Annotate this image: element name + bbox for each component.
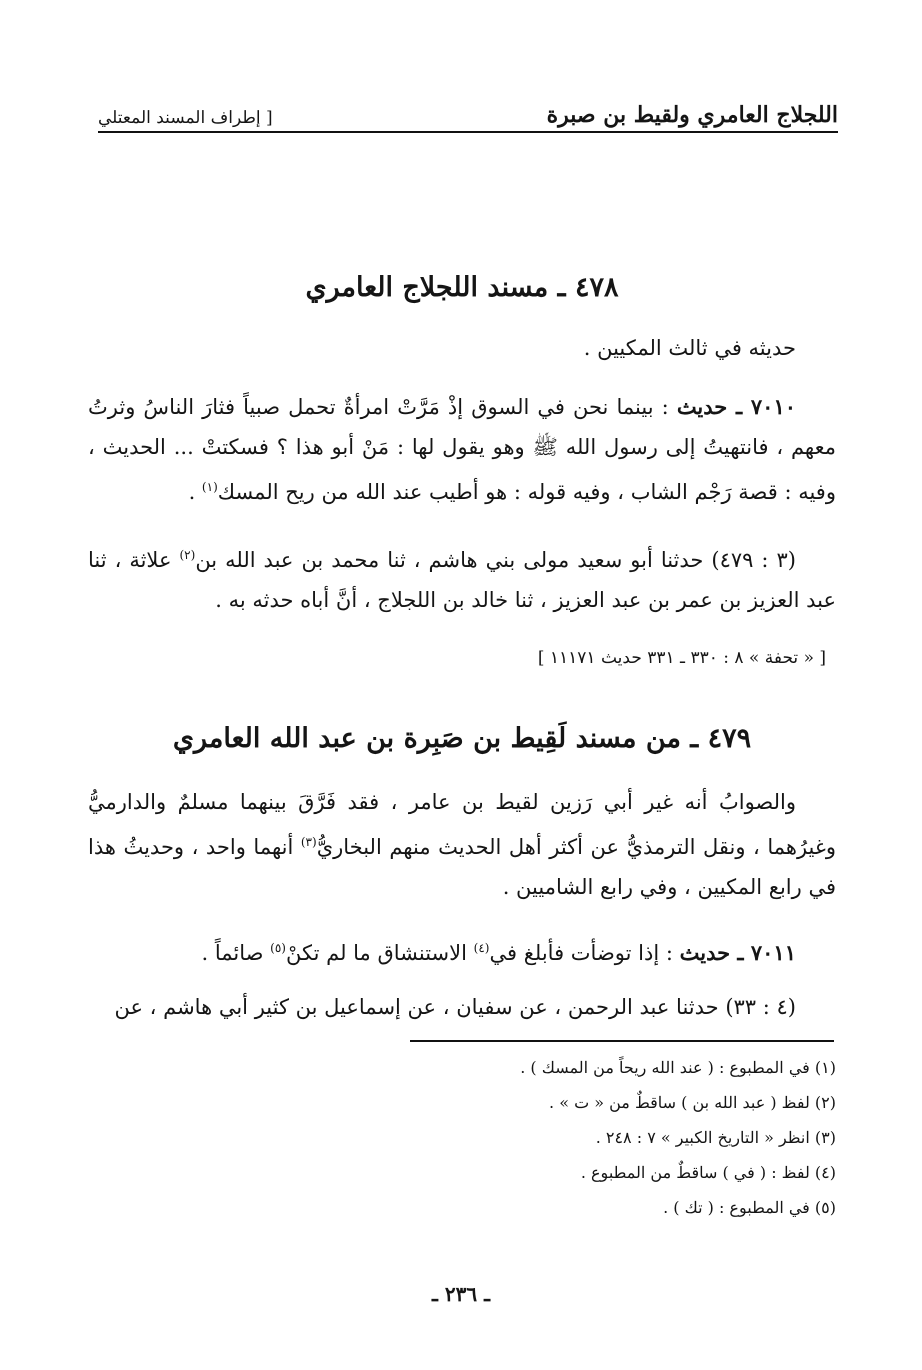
footnote-mark-3: (٣) [300,835,317,849]
hadith-7010-text: : بينما نحن في السوق إذْ مَرَّتْ امرأةٌ تحمل صبياً فثارَ الناسُ وثرتُ معهم ، فانتهيتُ إلى رسول الله ﷺ وهو يقول لها : مَنْ أبو هذا ؟ فسكتتْ ... الحديث ، وفيه : قصة رَجْم الشاب ، وفيه قوله : هو أطيب عند الله من ريح المسك [88,395,836,504]
hadith-7010-end: . [188,480,202,504]
hadith-7011-number: ٧٠١١ ـ حديث [679,940,796,965]
footnote-4: (٤) لفظ : ( في ) ساقطٌ من المطبوع . [580,1163,836,1182]
isnad-part-1: (٣ : ٤٧٩) حدثنا أبو سعيد مولى بني هاشم ، ثنا محمد بن عبد الله بن [195,548,796,572]
section-478-intro: حديثه في ثالث المكيين . [583,336,796,360]
section-479-intro-part-1: والصوابُ أنه غير أبي رَزين لقيط بن عامر ، فقد فَرَّقَ بينهما مسلمٌ والدارميُّ وغيرُهما ، ونقل الترمذيُّ عن أكثر أهل الحديث منهم البخاريُّ [88,790,836,859]
footnote-mark-4: (٤) [473,941,490,955]
hadith-7011-isnad: (٤ : ٣٣) حدثنا عبد الرحمن ، عن سفيان ، عن إسماعيل بن كثير أبي هاشم ، عن [114,995,796,1019]
running-head [98,92,838,128]
section-479-intro-part-2: أنهما واحد ، وحديثُ هذا في رابع المكيين ، وفي رابع الشاميين . [88,835,836,899]
section-478-title: ٤٧٨ ـ مسند اللجلاج العامري [305,272,619,303]
footnote-mark-1: (١) [201,480,218,494]
section-479-intro [88,782,836,907]
footnote-2: (٢) لفظ ( عبد الله بن ) ساقطٌ من « ت » . [549,1093,836,1112]
hadith-7011 [88,928,836,973]
header-rule [98,131,838,133]
tuhfa-reference: [ « تحفة » ٨ : ٣٣٠ ـ ٣٣١ حديث ١١١٧١ ] [537,648,826,668]
footnote-5: (٥) في المطبوع : ( تك ) . [663,1198,836,1217]
footnotes-list [88,1050,836,1225]
footnote-1: (١) في المطبوع : ( عند الله ريحاً من المسك ) . [520,1058,836,1077]
footnote-mark-5: (٥) [270,941,286,955]
footnote-3: (٣) انظر « التاريخ الكبير » ٧ : ٢٤٨ . [595,1128,836,1147]
hadith-7011-text-1: : إذا توضأت فأبلغ في [489,941,673,965]
running-head-title: اللجلاج العامري ولقيط بن صبرة [546,102,838,128]
isnad-part-2: علاثة ، ثنا عبد العزيز بن عمر بن عبد العزيز ، ثنا خالد بن اللجلاج ، أنَّ أباه حدثه به . [88,548,836,612]
hadith-7011-text-3: صائماً . [201,941,271,965]
hadith-7010-number: ٧٠١٠ ـ حديث [676,394,797,419]
footnote-mark-2: (٢) [179,548,196,562]
hadith-7011-text-2: الاستنشاق ما لم تكنْ [285,941,474,965]
running-head-book-name: [ إطراف المسند المعتلي [98,108,273,128]
page-number: ـ ٢٣٦ ـ [432,1282,490,1306]
section-479-title: ٤٧٩ ـ من مسند لَقِيط بن صَبِرة بن عبد الله العامري [172,723,752,754]
footnote-rule [410,1040,834,1042]
hadith-7010 [88,387,836,512]
hadith-7010-isnad [88,535,836,620]
